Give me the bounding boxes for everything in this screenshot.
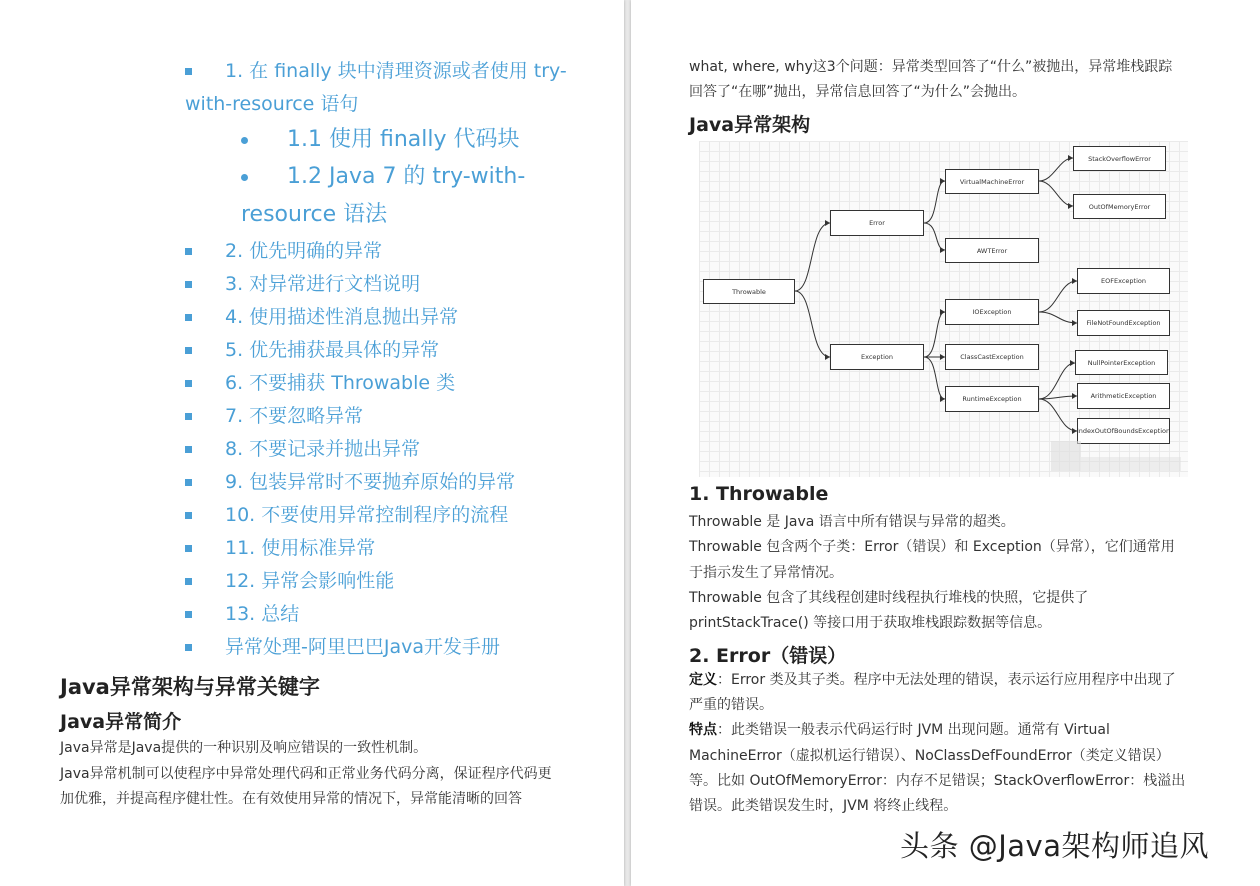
node-indexoutofboundsexception: IndexOutOfBoundsException: [1077, 418, 1170, 444]
exception-hierarchy-diagram: [699, 141, 1188, 477]
toc-sub-1-2[interactable]: 1.2 Java 7 的 try-with-: [287, 164, 526, 189]
toc-item[interactable]: 3. 对异常进行文档说明: [225, 273, 421, 295]
intro-continued-b: 回答了“在哪”抛出，异常信息回答了“为什么”会抛出。: [689, 84, 1027, 100]
node-stackoverflowerror: StackOverflowError: [1073, 146, 1166, 171]
node-runtimeexception: RuntimeException: [945, 386, 1039, 412]
blurred-region: [1081, 457, 1181, 471]
error-feature: [689, 718, 1110, 744]
subsection-heading: Java异常简介: [60, 711, 182, 733]
toc-bullet: [241, 174, 248, 181]
intro-paragraph-2a: Java异常机制可以使程序中异常处理代码和正常业务代码分离，保证程序代码更: [60, 766, 552, 782]
node-exception: Exception: [830, 344, 924, 370]
error-feature-3: 等。比如 OutOfMemoryError：内存不足错误；StackOverflowError：栈溢出: [689, 773, 1186, 789]
toc-sub-1-1[interactable]: 1.1 使用 finally 代码块: [287, 127, 520, 152]
node-filenotfoundexception: FileNotFoundException: [1077, 310, 1170, 336]
node-ioexception: IOException: [945, 299, 1039, 325]
intro-paragraph-1: Java异常是Java提供的一种识别及响应错误的一致性机制。: [60, 740, 428, 756]
toc-bullet: [185, 545, 192, 552]
error-definition-2: 严重的错误。: [689, 697, 773, 713]
error-feature-2: MachineError（虚拟机运行错误）、NoClassDefFoundError（类定义错误）: [689, 748, 1170, 764]
throwable-text-1: Throwable 是 Java 语言中所有错误与异常的超类。: [689, 514, 1015, 530]
intro-continued-a: what, where, why这3个问题：异常类型回答了“什么”被抛出，异常堆栈跟踪: [689, 59, 1173, 75]
throwable-text-3b: printStackTrace() 等接口用于获取堆栈跟踪数据等信息。: [689, 615, 1052, 631]
architecture-heading: Java异常架构: [689, 114, 811, 136]
node-error: Error: [830, 210, 924, 236]
error-definition: [689, 668, 1176, 694]
toc-item-1[interactable]: 1. 在 finally 块中清理资源或者使用 try-: [225, 60, 567, 82]
definition-label: 定义: [689, 672, 717, 688]
toc-item[interactable]: 8. 不要记录并抛出异常: [225, 438, 421, 460]
toc-bullet: [185, 479, 192, 486]
toc-item[interactable]: 4. 使用描述性消息抛出异常: [225, 306, 459, 328]
toc-bullet: [185, 281, 192, 288]
toc-item[interactable]: 13. 总结: [225, 603, 300, 625]
toc-bullet: [185, 380, 192, 387]
node-outofmemoryerror: OutOfMemoryError: [1073, 194, 1166, 219]
toc-bullet: [185, 248, 192, 255]
feature-text: ：此类错误一般表示代码运行时 JVM 出现问题。通常有 Virtual: [717, 722, 1110, 738]
toc-bullet: [185, 644, 192, 651]
blurred-region: [1051, 441, 1081, 471]
toc-item[interactable]: 异常处理-阿里巴巴Java开发手册: [225, 636, 500, 658]
node-arithmeticexception: ArithmeticException: [1077, 383, 1170, 409]
section-heading: Java异常架构与异常关键字: [60, 675, 320, 699]
node-virtualmachineerror: VirtualMachineError: [945, 169, 1039, 194]
toc-bullet: [185, 413, 192, 420]
toc-item[interactable]: 12. 异常会影响性能: [225, 570, 395, 592]
toc-item-1-cont[interactable]: with-resource 语句: [185, 93, 359, 115]
node-nullpointerexception: NullPointerException: [1075, 350, 1168, 375]
watermark: 头条 @Java架构师追风: [900, 829, 1209, 863]
throwable-heading: 1. Throwable: [689, 483, 829, 505]
toc-bullet: [185, 347, 192, 354]
toc-item[interactable]: 10. 不要使用异常控制程序的流程: [225, 504, 509, 526]
toc-bullet: [241, 137, 248, 144]
toc-bullet: [185, 314, 192, 321]
toc-item[interactable]: 5. 优先捕获最具体的异常: [225, 339, 440, 361]
node-throwable: Throwable: [703, 279, 795, 304]
toc-bullet: [185, 578, 192, 585]
toc-bullet: [185, 512, 192, 519]
throwable-text-2a: Throwable 包含两个子类：Error（错误）和 Exception（异常），它们通常用: [689, 539, 1175, 555]
throwable-text-3a: Throwable 包含了其线程创建时线程执行堆栈的快照，它提供了: [689, 590, 1089, 606]
toc-sub-1-2-cont[interactable]: resource 语法: [241, 202, 388, 227]
error-feature-4: 错误。此类错误发生时，JVM 将终止线程。: [689, 798, 958, 814]
definition-text: ：Error 类及其子类。程序中无法处理的错误，表示运行应用程序中出现了: [717, 672, 1176, 688]
throwable-text-2b: 于指示发生了异常情况。: [689, 565, 843, 581]
node-awterror: AWTError: [945, 238, 1039, 263]
toc-bullet: [185, 611, 192, 618]
error-heading: 2. Error（错误）: [689, 645, 847, 667]
feature-label: 特点: [689, 722, 717, 738]
toc-bullet: [185, 446, 192, 453]
toc-item[interactable]: 6. 不要捕获 Throwable 类: [225, 372, 456, 394]
intro-paragraph-2b: 加优雅，并提高程序健壮性。在有效使用异常的情况下，异常能清晰的回答: [60, 791, 522, 807]
toc-item[interactable]: 9. 包装异常时不要抛弃原始的异常: [225, 471, 516, 493]
toc-item[interactable]: 11. 使用标准异常: [225, 537, 376, 559]
node-eofexception: EOFException: [1077, 268, 1170, 294]
toc-bullet: [185, 68, 192, 75]
toc-item[interactable]: 7. 不要忽略异常: [225, 405, 364, 427]
toc-item[interactable]: 2. 优先明确的异常: [225, 240, 383, 262]
node-classcastexception: ClassCastException: [945, 344, 1039, 370]
